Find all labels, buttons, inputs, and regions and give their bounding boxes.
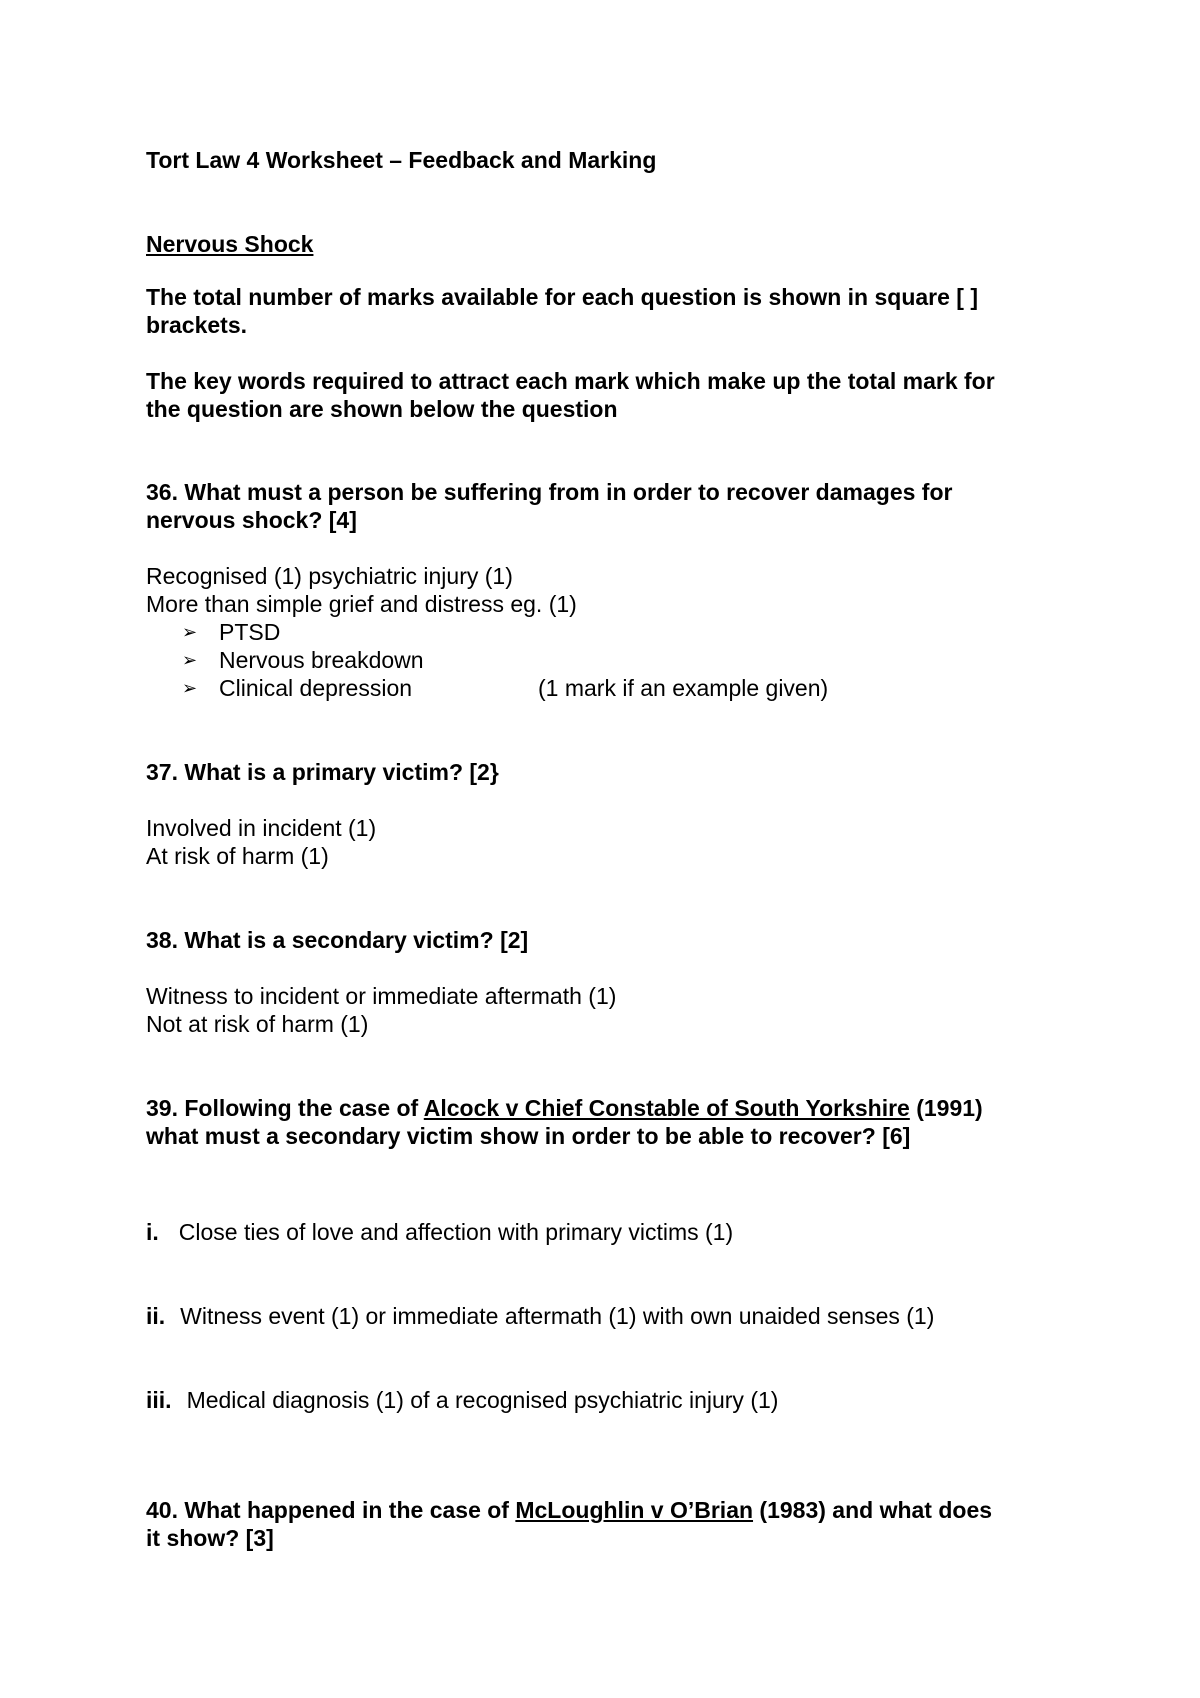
answer-37-line-2: At risk of harm (1) [146,843,329,869]
case-name-alcock: Alcock v Chief Constable of South Yorkshire [423,1095,910,1121]
list-item: iii. Medical diagnosis (1) of a recognised psychiatric injury (1) [146,1387,779,1413]
list-item: ii. Witness event (1) or immediate aftermath (1) with own unaided senses (1) [146,1303,935,1329]
intro-line-3: The key words required to attract each mark which make up the total mark for [146,368,995,394]
answer-38-line-2: Not at risk of harm (1) [146,1011,369,1037]
arrowhead-bullet-icon: ➢ [182,650,198,670]
question-36-line-2: nervous shock? [4] [146,507,357,533]
intro-line-2: brackets. [146,312,248,338]
question-37: 37. What is a primary victim? [2} [146,759,499,785]
bullet-note: (1 mark if an example given) [538,675,829,701]
intro-line-4: the question are shown below the question [146,396,618,422]
answer-36-line-2: More than simple grief and distress eg. (1) [146,591,577,617]
section-heading: Nervous Shock [146,231,314,257]
list-item: i. Close ties of love and affection with primary victims (1) [146,1219,734,1245]
answer-37-line-1: Involved in incident (1) [146,815,377,841]
answer-38-line-1: Witness to incident or immediate aftermath (1) [146,983,617,1009]
question-36-line-1: 36. What must a person be suffering from in order to recover damages for [146,479,953,505]
answer-36-line-1: Recognised (1) psychiatric injury (1) [146,563,513,589]
question-40-line-2: it show? [3] [146,1525,274,1551]
question-40-line-1: 40. What happened in the case of McLoughlin v O’Brian (1983) and what does [146,1497,993,1523]
question-38: 38. What is a secondary victim? [2] [146,927,529,953]
arrowhead-bullet-icon: ➢ [182,678,198,698]
document-title: Tort Law 4 Worksheet – Feedback and Marking [146,147,657,173]
intro-line-1: The total number of marks available for each question is shown in square [ ] [146,284,979,310]
case-name-mcloughlin: McLoughlin v O’Brian [515,1497,754,1523]
question-39-line-1: 39. Following the case of Alcock v Chief Constable of South Yorkshire (1991) [146,1095,983,1121]
bullet-item: ➢ Nervous breakdown [182,647,424,673]
bullet-item: ➢ PTSD [182,619,281,645]
arrowhead-bullet-icon: ➢ [182,622,198,642]
bullet-item: ➢ Clinical depression (1 mark if an example given) [182,675,829,701]
question-39-line-2: what must a secondary victim show in order to be able to recover? [6] [146,1123,911,1149]
